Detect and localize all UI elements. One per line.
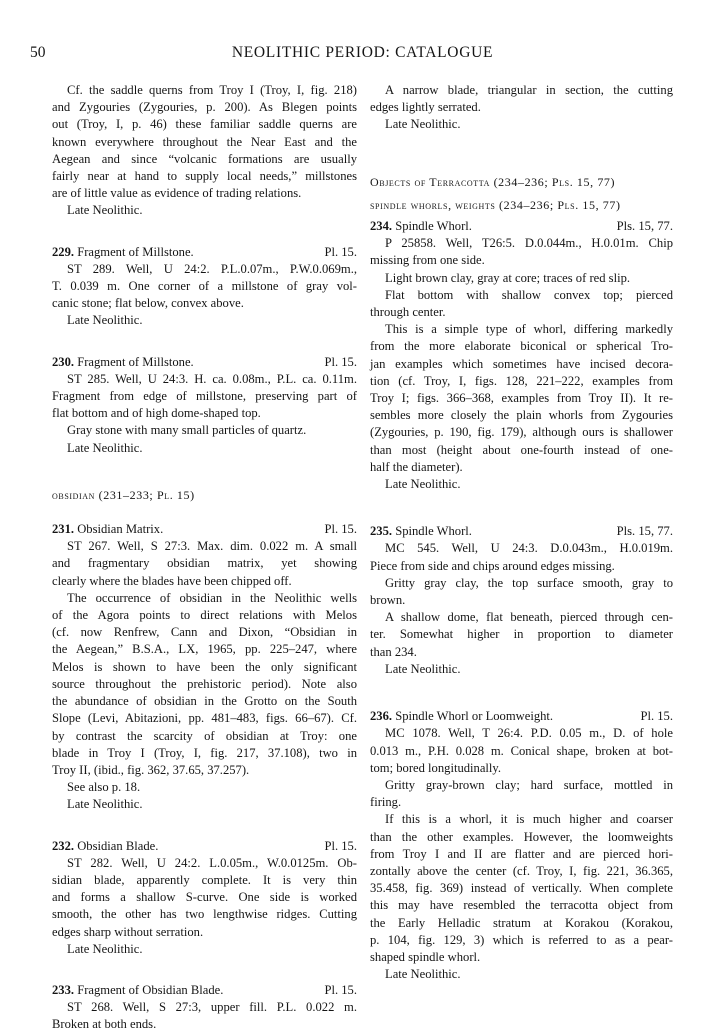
- entry-heading: [370, 523, 673, 540]
- text-line: the Early Helladic stratum at Korakou (Korakou,: [370, 915, 673, 930]
- text-line: ter. Somewhat higher in proportion to diameter: [370, 627, 673, 642]
- text-line: Cf. the saddle querns from Troy I (Troy, I, fig. 218): [67, 83, 357, 97]
- right-column: [370, 82, 673, 983]
- text-line: p. 104, fig. 129, 3) which is referred to as a pear-: [370, 932, 673, 947]
- entry-number: 232.: [52, 838, 75, 853]
- text-line: A narrow blade, triangular in section, the cutting: [385, 83, 673, 97]
- entry-heading: [52, 244, 357, 261]
- section-heading-obsidian: obsidian (231–233; Pl. 15): [52, 487, 195, 502]
- text-line: Piece from side and chips around edges missing.: [370, 558, 615, 573]
- period-label: Late Neolithic.: [385, 661, 461, 676]
- text-line: Slope (Levi, Abitazioni, pp. 481–483, figs. 66–67). Cf.: [52, 711, 357, 726]
- text-line: Gritty gray clay, the top surface smooth, gray to: [385, 575, 673, 590]
- text-line: smooth, the other has two lengthwise ridges. Cutting: [52, 907, 357, 922]
- period-label: Late Neolithic.: [67, 440, 143, 455]
- entry-number: 231.: [52, 522, 75, 537]
- text-line: Aegean and since “volcanic formations are usually: [52, 151, 357, 166]
- text-line: edges lightly serrated.: [370, 100, 481, 115]
- text-line: Troy II, (ibid., fig. 362, 37.65, 37.257).: [52, 762, 250, 777]
- entry-number: 236.: [370, 709, 393, 724]
- text-line: ST 268. Well, S 27:3, upper fill. P.L. 0.022 m.: [67, 1000, 357, 1015]
- entry-heading: [52, 521, 357, 538]
- plate-reference: Pl. 15.: [324, 244, 357, 259]
- page-header: [30, 44, 695, 68]
- entry-number: 233.: [52, 982, 75, 997]
- text-line: and Zygouries (Zygouries, p. 200). As Blegen points: [52, 100, 357, 115]
- text-line: than most (height about one-fourth instead of one-: [370, 442, 673, 457]
- period-label: Late Neolithic.: [67, 941, 143, 956]
- text-line: brown.: [370, 593, 406, 608]
- entry-heading: [52, 838, 357, 855]
- text-line: MC 545. Well, U 24:3. D.0.043m., H.0.019m.: [385, 541, 673, 556]
- left-column: [52, 82, 357, 1034]
- text-line: missing from one side.: [370, 253, 485, 268]
- catalogue-entry-233: [52, 982, 357, 1034]
- text-line: through center.: [370, 305, 446, 320]
- plate-reference: Pls. 15, 77.: [616, 219, 673, 234]
- text-line: out (Troy, I, p. 46) these familiar saddle querns are: [52, 117, 357, 132]
- period-label: Late Neolithic.: [67, 797, 143, 812]
- period-label: Late Neolithic.: [385, 967, 461, 982]
- text-line: than the other examples. However, the loomweights: [370, 829, 673, 844]
- plate-reference: Pl. 15.: [324, 522, 357, 537]
- text-line: clearly where the blades have been chipped off.: [52, 573, 292, 588]
- text-line: ST 267. Well, S 27:3. Max. dim. 0.022 m. A small: [67, 539, 357, 554]
- entry-number: 229.: [52, 244, 75, 259]
- entry-heading: [370, 218, 673, 235]
- section-heading-terracotta: Objects of Terracotta (234–236; Pls. 15, 77): [370, 174, 616, 189]
- page-number: 50: [30, 44, 46, 61]
- entry-title: Obsidian Matrix.: [77, 522, 164, 537]
- text-line: source throughout the prehistoric period). Note also: [52, 676, 357, 691]
- text-line: sidian blade, apparently complete. It is very thin: [52, 872, 357, 887]
- text-line: than 234.: [370, 644, 417, 659]
- text-line: from Troy I and II are flatter and are pierced hori-: [370, 846, 673, 861]
- text-line: T. 0.039 m. One corner of a millstone of gray vol-: [52, 279, 357, 294]
- plate-reference: Pl. 15.: [324, 838, 357, 853]
- text-line: the Aegean,” B.S.A., LX, 1965, pp. 225–247, where: [52, 642, 357, 657]
- text-line: If this is a whorl, it is much higher and coarser: [385, 812, 673, 827]
- plate-reference: Pl. 15.: [324, 354, 357, 369]
- text-line: by contrast the scarcity of obsidian at Troy: one: [52, 728, 357, 743]
- entry-heading: [52, 354, 357, 371]
- text-line: and fragmentary obsidian matrix, yet showing: [52, 556, 357, 571]
- text-line: of the Agora points to direct relations with Melos: [52, 608, 357, 623]
- catalogue-entry-236: [370, 708, 673, 983]
- text-line: sembles more closely the plain whorls from Zygouries: [370, 408, 673, 423]
- plate-reference: Pl. 15.: [640, 709, 673, 724]
- entry-title: Fragment of Obsidian Blade.: [77, 982, 224, 997]
- text-line: tom; bored longitudinally.: [370, 760, 502, 775]
- cross-reference: See also p. 18.: [67, 780, 141, 795]
- period-label: Late Neolithic.: [385, 477, 461, 492]
- catalogue-entry-231: [52, 521, 357, 813]
- plate-reference: Pl. 15.: [324, 982, 357, 997]
- text-line: half the diameter).: [370, 459, 463, 474]
- text-line: 35.458, fig. 369) instead of vertically. When complete: [370, 881, 673, 896]
- text-line: Fragment from edge of millstone, preserving part of: [52, 389, 357, 404]
- entry-title: Fragment of Millstone.: [77, 354, 194, 369]
- text-line: blade in Troy I (Troy, I, fig. 217, 37.108), two in: [52, 745, 357, 760]
- text-line: MC 1078. Well, T 26:4. P.D. 0.05 m., D. of hole: [385, 726, 673, 741]
- period-label: Late Neolithic.: [67, 313, 143, 328]
- text-line: and forms a shallow S-curve. One side is worked: [52, 890, 357, 905]
- entry-number: 234.: [370, 219, 393, 234]
- text-line: 0.013 m., P.H. 0.028 m. Conical shape, broken at bot-: [370, 743, 673, 758]
- text-line: Flat bottom with shallow convex top; pierced: [385, 287, 673, 302]
- catalogue-entry-234: [370, 218, 673, 493]
- entry-title: Spindle Whorl.: [395, 219, 472, 234]
- text-line: jan examples which sometimes have incised decora-: [370, 356, 673, 371]
- text-line: ST 285. Well, U 24:3. H. ca. 0.08m., P.L. ca. 0.11m.: [67, 371, 357, 386]
- catalogue-entry-235: [370, 523, 673, 678]
- subsection-heading-spindle-whorls: spindle whorls, weights (234–236; Pls. 15, 77): [370, 197, 621, 212]
- text-line: ST 282. Well, U 24:2. L.0.05m., W.0.0125m. Ob-: [67, 855, 357, 870]
- catalogue-entry-229: [52, 244, 357, 330]
- entry-title: Obsidian Blade.: [77, 838, 159, 853]
- text-line: tion (cf. Troy, I, figs. 128, 221–222, examples from: [370, 373, 673, 388]
- text-line: ST 289. Well, U 24:2. P.L.0.07m., P.W.0.069m.,: [67, 261, 357, 276]
- text-line: canic stone; flat below, convex above.: [52, 296, 244, 311]
- text-line: Melos is shown to have been the only significant: [52, 659, 357, 674]
- text-line: known everywhere throughout the Near East and the: [52, 134, 357, 149]
- text-line: shaped spindle whorl.: [370, 949, 481, 964]
- entry-number: 235.: [370, 524, 393, 539]
- text-line: fairly near at hand to supply local needs,” millstones: [52, 169, 357, 184]
- plate-reference: Pls. 15, 77.: [616, 524, 673, 539]
- period-label: Late Neolithic.: [385, 117, 461, 132]
- catalogue-entry-230: [52, 354, 357, 457]
- text-line: Broken at both ends.: [52, 1017, 157, 1032]
- entry-title: Spindle Whorl or Loomweight.: [395, 709, 554, 724]
- text-line: edges sharp without serration.: [52, 924, 204, 939]
- entry-heading: [52, 982, 357, 999]
- text-line: Troy I; figs. 366–368, examples from Troy II). It re-: [370, 391, 673, 406]
- running-title: NEOLITHIC PERIOD: CATALOGUE: [231, 44, 494, 61]
- entry-heading: [370, 708, 673, 725]
- text-line: from the more elaborate biconical or spherical Tro-: [370, 339, 673, 354]
- text-line: Gritty gray-brown clay; hard surface, mottled in: [385, 777, 673, 792]
- intro-paragraph: [52, 82, 357, 220]
- text-line: (cf. now Renfrew, Cann and Dixon, “Obsidian in: [52, 625, 357, 640]
- entry-title: Spindle Whorl.: [395, 524, 472, 539]
- text-line: (Zygouries, p. 190, fig. 179), although ours is shallower: [370, 425, 673, 440]
- text-line: are of little value as evidence of trading relations.: [52, 186, 302, 201]
- text-line: This is a simple type of whorl, differing markedly: [385, 322, 673, 337]
- text-line: The occurrence of obsidian in the Neolithic wells: [67, 590, 357, 605]
- text-line: Gray stone with many small particles of quartz.: [67, 423, 307, 438]
- catalogue-entry-232: [52, 838, 357, 958]
- continued-entry: [370, 82, 673, 134]
- text-line: P 25858. Well, T26:5. D.0.044m., H.0.01m. Chip: [385, 236, 673, 251]
- period-label: Late Neolithic.: [67, 203, 143, 218]
- text-line: flat bottom and of high dome-shaped top.: [52, 406, 261, 421]
- entry-number: 230.: [52, 354, 75, 369]
- text-line: zontally above the center (cf. Troy, I, fig. 221, 36.365,: [370, 863, 673, 878]
- text-line: the abundance of obsidian in the Grotto on the South: [52, 694, 357, 709]
- text-line: firing.: [370, 795, 402, 810]
- text-line: Light brown clay, gray at core; traces of red slip.: [385, 270, 631, 285]
- text-line: this may have resembled the terracotta object from: [370, 898, 673, 913]
- entry-title: Fragment of Millstone.: [77, 244, 194, 259]
- text-line: A shallow dome, flat beneath, pierced through cen-: [385, 610, 673, 625]
